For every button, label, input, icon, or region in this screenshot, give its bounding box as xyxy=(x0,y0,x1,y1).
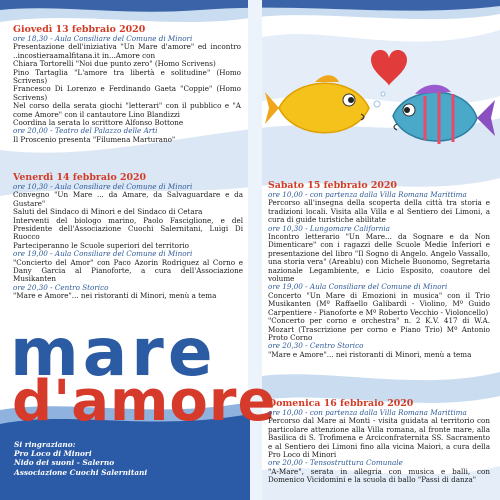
event-time: ore 20,30 - Centro Storico xyxy=(13,282,109,292)
event-time: ore 10,30 - Aula Consiliare del Comune di Minori xyxy=(13,182,193,191)
event-text: Convegno "Un Mare ... da Amare, da Salvaguardare e da Gustare" xyxy=(13,190,243,208)
event-text: Parteciperanno le Scuole superiori del territorio xyxy=(13,240,190,250)
event-text: Concerto "Un Mare di Emozioni in musica" con il Trio Musikanten (Mº Raffaello Galibardi - Violino, Mº Guido Carpentiere - Pianoforte e Mº Roberto Vecchio - Violoncello) xyxy=(268,290,490,317)
event-time: ore 18,30 - Aula Consiliare del Comune di Minori xyxy=(13,34,193,43)
event-time: ore 10,00 - con partenza dalla Villa Romana Marittima xyxy=(268,190,467,199)
day-sunday-section xyxy=(268,398,490,485)
thanks-line: Nido dei suoni - Salerno xyxy=(14,458,115,468)
heart-icon xyxy=(371,50,407,86)
event-text: Il Proscenio presenta "Filumena Marturano" xyxy=(13,134,176,144)
blue-fish-icon xyxy=(393,85,495,144)
mare-damore-logo xyxy=(6,314,277,440)
event-time: ore 10,30 - Lungomare California xyxy=(268,223,390,233)
thanks-intro: Si ringraziano: xyxy=(14,440,76,449)
event-text: Pino Tartaglia "L'amore tra libertà e solitudine" (Homo Scrivens) xyxy=(13,67,241,86)
event-time: ore 20,00 - Teatro del Palazzo delle Arti xyxy=(13,126,158,136)
event-text: Chiara Tortorelli "Noi due punto zero" (Homo Scrivens) xyxy=(13,59,216,69)
event-text: Presentazione dell'iniziativa "Un Mare d'amore" ed incontro ..incostieraamalfitana.it in...Amore con xyxy=(13,42,241,60)
event-text: Incontro letterario "Un Mare... da Sognare e da Non Dimenticare" con i ragazzi delle Scuole Medie Inferiori e presentazione del libro "Il Sogno di Angelo. Angelo Vassallo, una storia vera" (Areablu) con Michele Buonomo, Segretaria nazionale Legambiente, e Licio Esposito, coautore del volume xyxy=(268,232,490,284)
thanks-section xyxy=(14,440,164,477)
event-time: ore 10,00 - con partenza dalla Villa Romana Marittima xyxy=(268,408,467,417)
event-text: "Mare e Amore"... nei ristoranti di Minori, menù a tema xyxy=(268,349,472,359)
event-text: Percorso all'insegna della scoperta della città tra storia e tradizioni locali. Visita alla Villa e al Sentiero dei Limoni, a cura di guide turistiche abilitate xyxy=(268,198,490,225)
logo-word-mare: mare xyxy=(10,314,217,391)
event-text: Saluti del Sindaco di Minori e del Sindaco di Cetara xyxy=(13,207,203,217)
fish-illustration xyxy=(265,38,495,178)
day-heading: Sabato 15 febbraio 2020 xyxy=(268,180,397,191)
event-text: Interventi del biologo marino, Paolo Fasciglione, e del Presidente dell'Associazione Cuochi Salernitani, Luigi Di Ruocco xyxy=(13,215,243,242)
event-text: "A-Mare", serata in allegria con musica e balli, con Domenico Vicidomini e la scuola di ballo "Passi di danza" xyxy=(268,466,490,485)
yellow-fish-icon xyxy=(265,75,369,133)
event-time: ore 19,00 - Aula Consiliare del Comune di Minori xyxy=(268,282,448,292)
day-friday-section xyxy=(13,172,243,301)
event-time: ore 20,30 - Centro Storico xyxy=(268,341,364,351)
day-thursday-section xyxy=(13,24,241,144)
day-saturday-section xyxy=(268,180,490,359)
event-text: "Mare e Amore"... nei ristoranti di Minori, menù a tema xyxy=(13,291,217,301)
day-heading: Domenica 16 febbraio 2020 xyxy=(268,398,414,409)
event-time: ore 20,00 - Tensostruttura Comunale xyxy=(268,458,403,468)
logo-word-damore: d'amore xyxy=(12,369,277,434)
event-time: ore 19,00 - Aula Consiliare del Comune di Minori xyxy=(13,249,193,259)
event-text: Coordina la serata lo scrittore Alfonso Bottone xyxy=(13,118,184,128)
event-text: Percorso dal Mare ai Monti - visita guidata al territorio con particolare attenzione alla Villa romana, al fronte mare, alla Basilica di S. Trofimena e Arciconfraternita SS. Sacramento e al Sentiero dei Limoni fino alla vicina Maiori, a cura della Pro Loco di Minori xyxy=(268,416,490,460)
thanks-line: Associazione Cuochi Salernitani xyxy=(14,467,148,477)
event-text: Francesco Di Lorenzo e Ferdinando Gaeta "Coppie" (Homo Scrivens) xyxy=(13,84,241,102)
day-heading: Venerdì 14 febbraio 2020 xyxy=(13,172,147,183)
event-text: Nel corso della serata giochi "letterari" con il pubblico e "A come Amore" con il cantautore Lino Blandizzi xyxy=(13,101,241,119)
event-text: "Concerto per corno e orchestra" n. 2 K.V. 417 di W.A. Mozart (Trascrizione per corno e Piano Trio) Mº Antonio Proto Corno xyxy=(268,316,490,342)
thanks-line: Pro Loco di Minori xyxy=(14,449,92,459)
event-text: "Concierto del Amor" con Paco Azorin Rodriguez al Corno e Dany Garcia al Pianoforte, a cura dell'Associazione Musikanten xyxy=(13,257,243,284)
day-heading: Giovedì 13 febbraio 2020 xyxy=(13,24,146,35)
